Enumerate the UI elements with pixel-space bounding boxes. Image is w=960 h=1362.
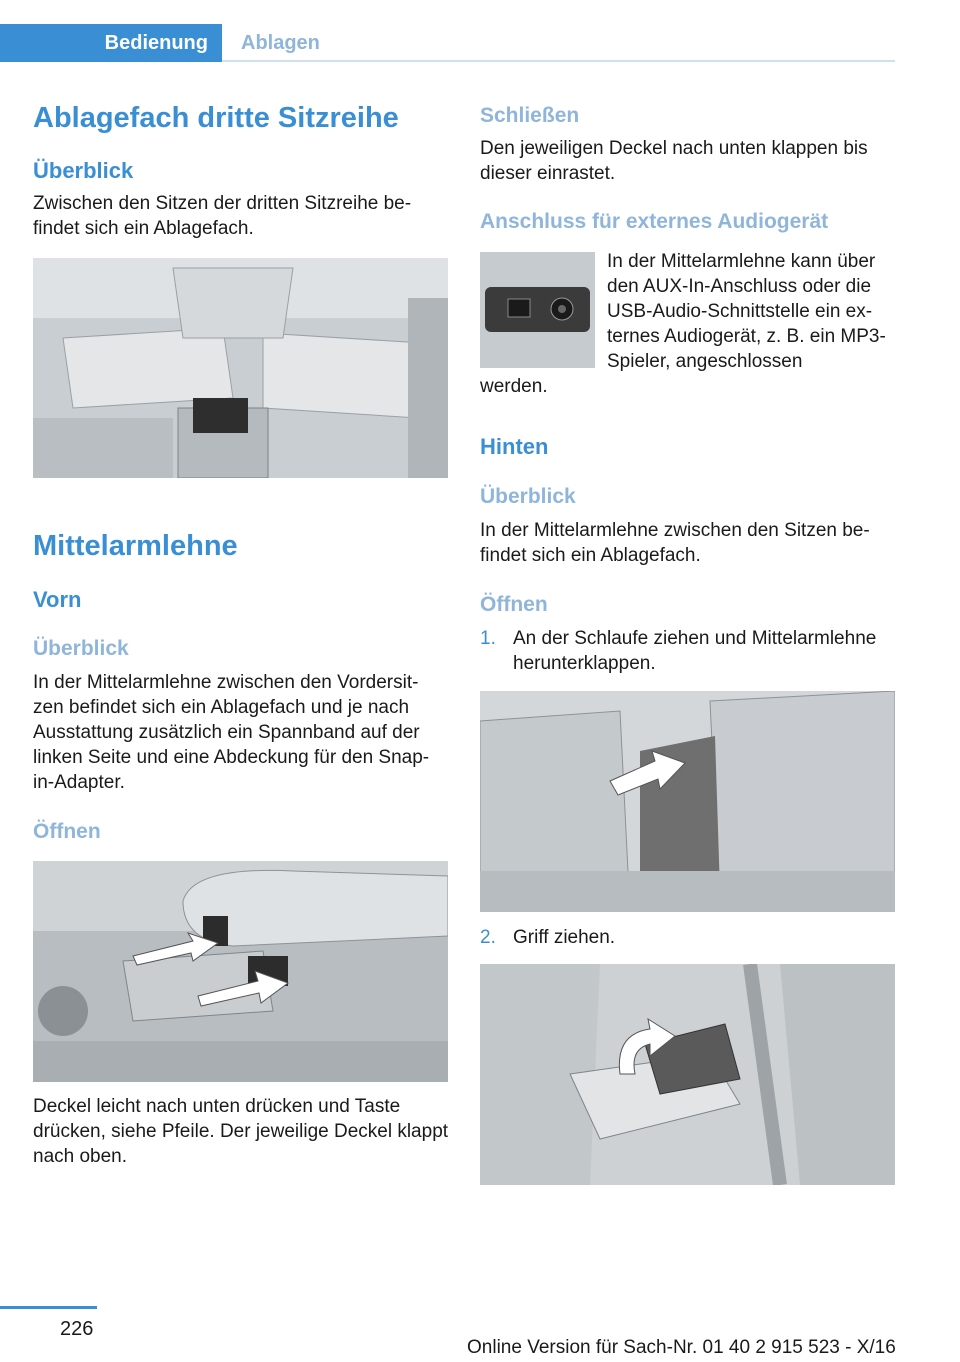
subheading-hinten: Hinten	[480, 434, 549, 459]
header-tabs	[0, 0, 895, 62]
step-2-text: Griff ziehen.	[513, 927, 616, 948]
subheading-ueberblick-hinten: Überblick	[480, 485, 576, 508]
section-title-ablagefach: Ablagefach dritte Sitzreihe	[33, 102, 399, 134]
step-1-number: 1.	[480, 628, 496, 649]
subheading-schliessen: Schließen	[480, 104, 580, 127]
paragraph-mittelarmlehne-vorn: In der Mittelarmlehne zwischen den Vordersit‐ zen befindet sich ein Ablagefach und je nach Ausstattung zusätzlich ein Spannband auf der linken Seite und eine Abdeckung für den Snap-in-Adapter.	[33, 672, 430, 793]
subheading-oeffnen-vorn: Öffnen	[33, 820, 101, 843]
step-1-text: An der Schlaufe ziehen und Mittelarmlehne herunterklappen.	[513, 628, 877, 674]
footer-version-text: Online Version für Sach-Nr. 01 40 2 915 523 - X/16	[467, 1337, 896, 1358]
third-row-storage-image	[33, 258, 448, 478]
step-2-number: 2.	[480, 927, 496, 948]
subheading-vorn: Vorn	[33, 587, 82, 612]
subheading-oeffnen-hinten: Öffnen	[480, 593, 548, 616]
front-armrest-image	[33, 861, 448, 1082]
header-divider	[222, 60, 895, 62]
page-number: 226	[60, 1318, 94, 1340]
paragraph-ablagefach: Zwischen den Sitzen der dritten Sitzreihe be‐ findet sich ein Ablagefach.	[33, 193, 412, 239]
paragraph-oeffnen-vorn: Deckel leicht nach unten drücken und Taste drücken, siehe Pfeile. Der jeweilige Deckel klappt nach oben.	[33, 1096, 449, 1167]
subheading-ueberblick-vorn: Überblick	[33, 637, 129, 660]
tab-ablagen[interactable]: Ablagen	[241, 31, 320, 54]
paragraph-anschluss-end: werden.	[480, 376, 548, 397]
subheading-ueberblick: Überblick	[33, 158, 134, 183]
aux-usb-port-image	[480, 252, 595, 368]
paragraph-mittelarmlehne-hinten: In der Mittelarmlehne zwischen den Sitzen be‐ findet sich ein Ablagefach.	[480, 520, 870, 566]
section-title-mittelarmlehne: Mittelarmlehne	[33, 530, 238, 562]
paragraph-anschluss: In der Mittelarmlehne kann über den AUX-In-Anschluss oder die USB-Audio-Schnittstelle ein ex‐ ternes Audiogerät, z. B. ein MP3-Spieler, angeschlossen	[607, 251, 886, 372]
footer-rule	[0, 1306, 97, 1309]
subheading-anschluss: Anschluss für externes Audiogerät	[480, 210, 829, 233]
rear-armrest-fold-image	[480, 691, 895, 912]
tab-bedienung[interactable]: Bedienung	[0, 24, 222, 62]
paragraph-schliessen: Den jeweiligen Deckel nach unten klappen bis dieser einrastet.	[480, 138, 868, 184]
rear-armrest-handle-image	[480, 964, 895, 1185]
